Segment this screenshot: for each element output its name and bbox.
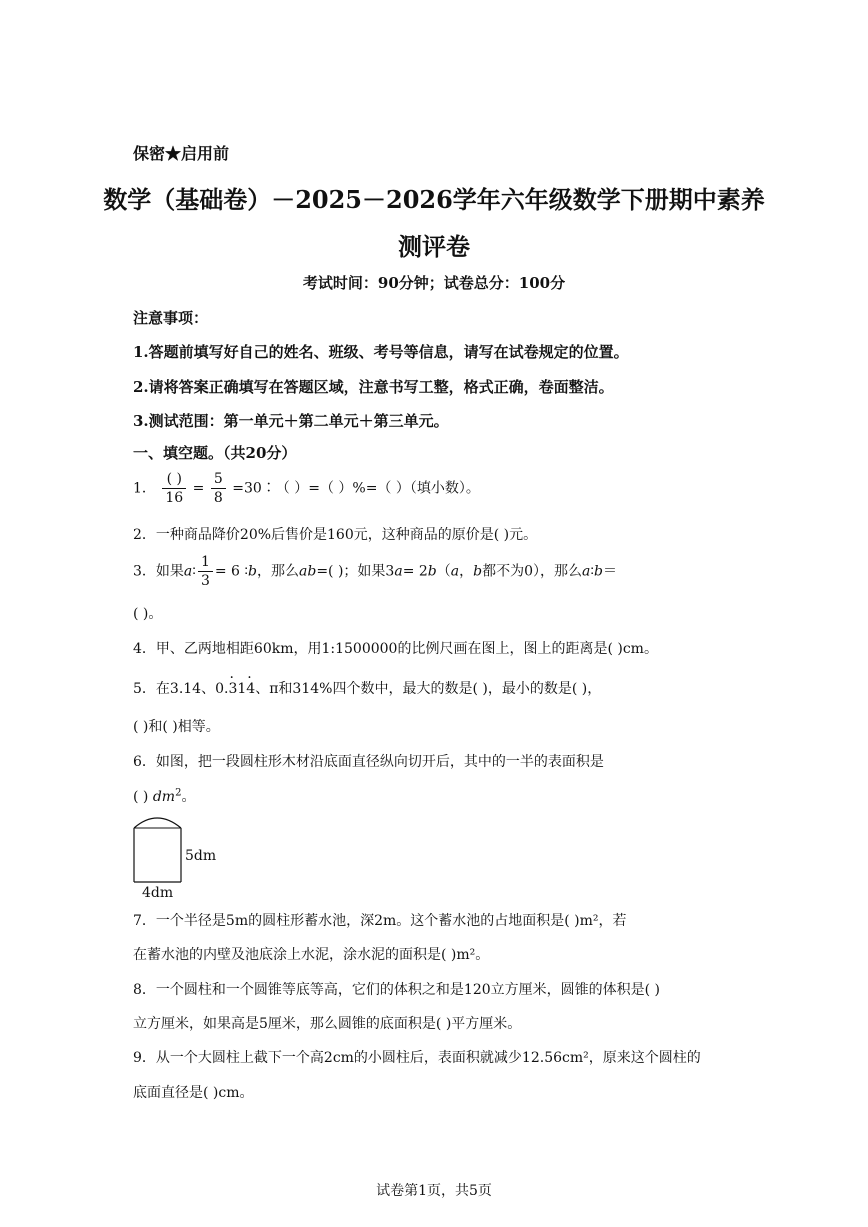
q3-var: b [473, 563, 483, 580]
question-9-line2: 底面直径是( )cm。 [133, 1085, 254, 1101]
q5-text: 5．在3.14、 [133, 681, 216, 697]
q3-var: a [450, 563, 460, 580]
q6-text: 。 [181, 789, 196, 805]
q3-text: ∶ [590, 563, 595, 580]
q1-equals: = [192, 480, 205, 497]
q1-fraction-2 [211, 470, 226, 507]
notice-item-2: 2.请将答案正确填写在答题区域，注意书写工整，格式正确，卷面整洁。 [133, 378, 614, 396]
q3-var: b [427, 563, 437, 580]
q3-var: a [183, 563, 193, 580]
notice-item-3: 3.测试范围：第一单元＋第二单元＋第三单元。 [133, 412, 449, 430]
question-7: 7．一个半径是5m的圆柱形蓄水池，深2m。这个蓄水池的占地面积是( )m²，若 [133, 913, 627, 929]
cylinder-diameter-label: 4dm [142, 885, 174, 901]
q5-digit: 1 [237, 681, 247, 697]
q3-var: ab [299, 563, 317, 580]
question-6: 6．如图，把一段圆柱形木材沿底面直径纵向切开后，其中的一半的表面积是 [133, 754, 604, 770]
q3-text: 都不为0），那么 [482, 563, 583, 580]
question-5-line2: ( )和( )相等。 [133, 719, 220, 735]
question-8: 8．一个圆柱和一个圆锥等底等高，它们的体积之和是120立方厘米，圆锥的体积是( ) [133, 982, 661, 998]
cylinder-height-label: 5dm [185, 848, 217, 864]
q3-var: a [582, 563, 591, 580]
q1-frac1-numerator: ( ) [162, 470, 186, 489]
exam-title-line1: 数学（基础卷）－2025－2026学年六年级数学下册期中素养 [103, 185, 765, 214]
q5-repeating-digit: · 4 [246, 681, 255, 697]
q5-repeating-digit: · 3 [228, 681, 237, 697]
q1-frac2-numerator: 5 [211, 470, 226, 489]
question-5 [133, 678, 601, 698]
q6-unit-exponent: 2 [175, 787, 182, 799]
exam-title-line2: 测评卷 [398, 232, 470, 261]
q1-rest: =30∶（ ）=（ ）%=（ ）（填小数）。 [232, 480, 480, 497]
notice-item-1: 1.答题前填写好自己的姓名、班级、考号等信息，请写在试卷规定的位置。 [133, 343, 629, 361]
cylinder-figure [128, 810, 238, 906]
q3-frac-denominator: 3 [200, 573, 210, 589]
confidential-label: 保密★启用前 [133, 144, 230, 163]
q5-repeating-decimal-int: 0. [215, 681, 229, 697]
q5-text: 、π和314%四个数中，最大的数是( )，最小的数是( )， [255, 681, 602, 697]
q3-var: a [394, 563, 403, 580]
question-6-line2 [133, 786, 195, 806]
q3-text: ， [459, 563, 474, 580]
q6-blank: ( ) [133, 789, 149, 805]
page-footer: 试卷第1页，共5页 [376, 1183, 492, 1199]
q6-unit: dm [152, 789, 176, 805]
q3-text: = 2 [402, 563, 428, 580]
notice-heading: 注意事项： [133, 309, 209, 327]
q3-text: = 6 ∶ [214, 563, 249, 580]
question-9: 9．从一个大圆柱上截下一个高2cm的小圆柱后，表面积就减少12.56cm²，原来这个圆柱的 [133, 1050, 701, 1066]
q1-frac2-denominator: 8 [213, 490, 223, 506]
q3-frac-numerator: 1 [198, 553, 213, 572]
question-3-line2: ( )。 [133, 606, 163, 622]
q3-text: =( )；如果3 [316, 563, 395, 580]
q1-number: 1． [133, 480, 156, 497]
q3-var: b [594, 563, 603, 580]
section-heading: 一、填空题。（共20分） [133, 444, 297, 462]
question-7-line2: 在蓄水池的内壁及池底涂上水泥，涂水泥的面积是( )m²。 [133, 947, 490, 963]
question-1 [133, 470, 480, 507]
q3-var: b [248, 563, 258, 580]
q3-fraction [198, 553, 213, 590]
question-3 [133, 553, 617, 590]
q3-text: 3．如果 [133, 563, 184, 580]
question-4: 4．甲、乙两地相距60km，用1:1500000的比例尺画在图上，图上的距离是( )cm。 [133, 641, 658, 657]
question-8-line2: 立方厘米，如果高是5厘米，那么圆锥的底面积是( )平方厘米。 [133, 1016, 522, 1032]
q3-text: ∶ [192, 563, 196, 580]
q3-text: ，那么 [257, 563, 300, 580]
question-2: 2．一种商品降价20%后售价是160元，这种商品的原价是( )元。 [133, 527, 538, 543]
q1-frac1-denominator: 16 [165, 490, 184, 506]
exam-info: 考试时间：90分钟；试卷总分：100分 [302, 274, 566, 292]
q3-text: （ [436, 563, 451, 580]
q1-fraction-1 [162, 470, 186, 507]
q3-text: ＝ [603, 563, 617, 580]
